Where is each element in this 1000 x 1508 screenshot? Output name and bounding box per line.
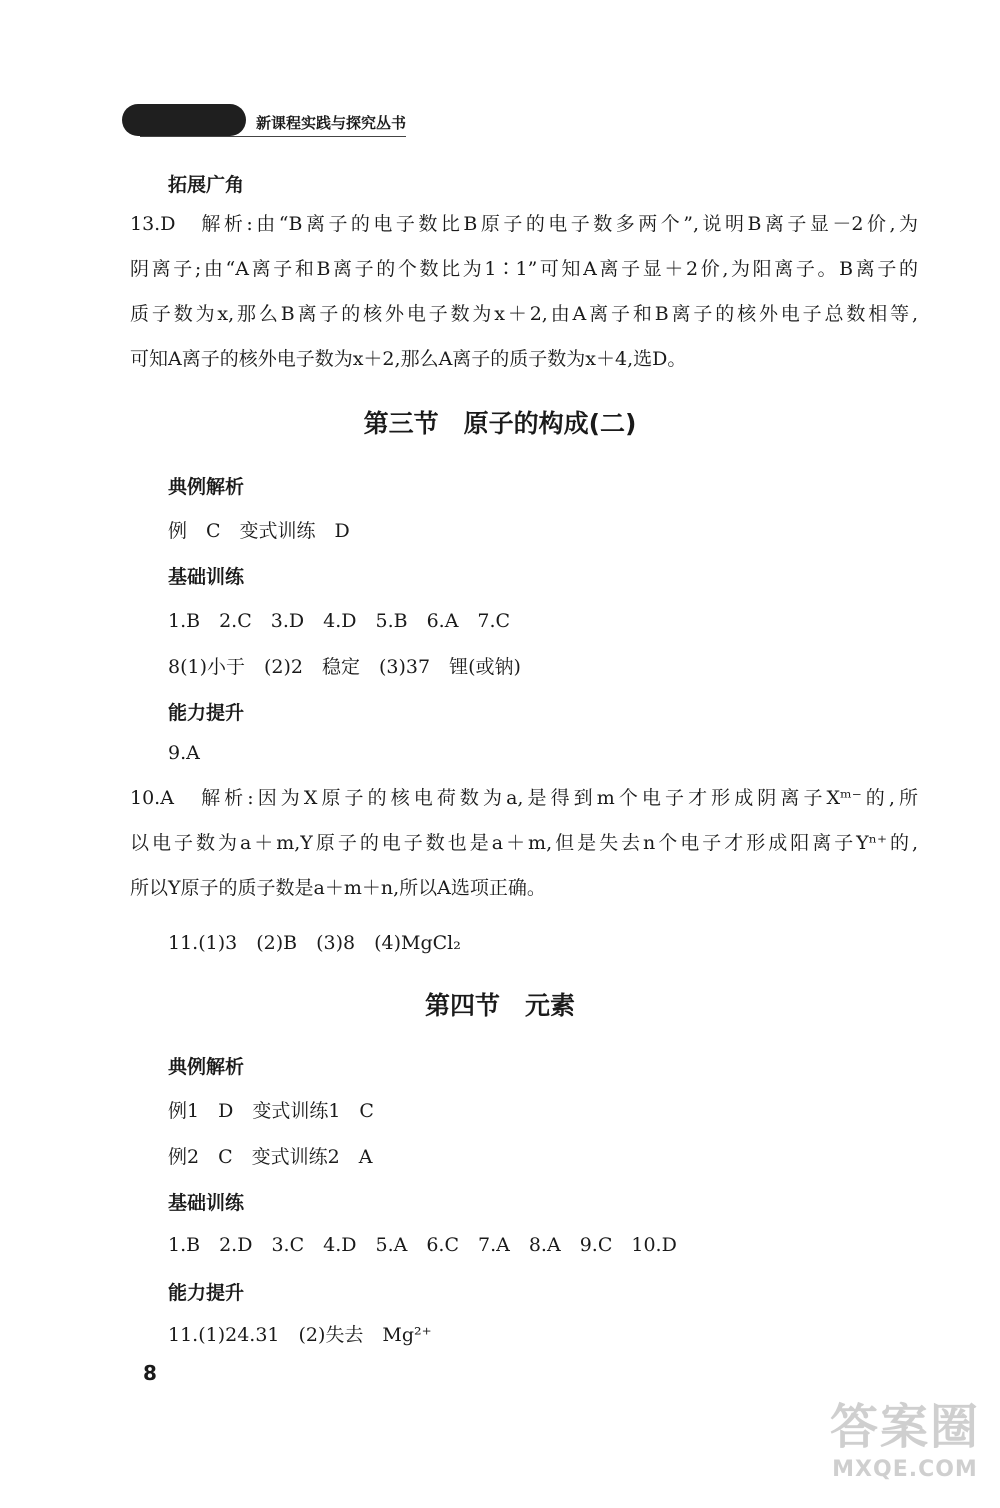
answer-line: 1.B 2.C 3.D 4.D 5.B 6.A 7.C — [168, 610, 511, 632]
paragraph-line: 可知A离子的核外电子数为x＋2,那么A离子的质子数为x＋4,选D。 — [130, 348, 687, 370]
header-rule — [140, 136, 406, 137]
page-number: 8 — [143, 1361, 157, 1385]
paragraph-line: 以电子数为a＋m,Y原子的电子数也是a＋m,但是失去n个电子才形成阳离子Yⁿ⁺的, — [130, 832, 918, 854]
watermark-url: MXQE.COM — [832, 1457, 978, 1482]
header-decoration — [122, 104, 246, 136]
watermark-logo-text: 答案圈 — [829, 1399, 980, 1455]
paragraph-line: 所以Y原子的质子数是a＋m＋n,所以A选项正确。 — [130, 877, 546, 899]
answer-line: 例2 C 变式训练2 A — [168, 1146, 373, 1168]
answer-13-paragraph — [130, 202, 918, 382]
answer-line: 例 C 变式训练 D — [168, 520, 350, 542]
answer-line: 1.B 2.D 3.C 4.D 5.A 6.C 7.A 8.A 9.C 10.D — [168, 1234, 677, 1256]
answer-line: 9.A — [168, 742, 200, 764]
paragraph-line: 13.D 解析:由“B离子的电子数比B原子的电子数多两个”,说明B离子显－2价,为 — [130, 213, 918, 235]
section-heading-advanced: 能力提升 — [168, 1282, 245, 1304]
answer-line: 11.(1)3 (2)B (3)8 (4)MgCl₂ — [168, 932, 461, 954]
answer-line: 8(1)小于 (2)2 稳定 (3)37 锂(或钠) — [168, 656, 521, 678]
section-heading-examples: 典例解析 — [168, 1056, 245, 1078]
section-heading-basic: 基础训练 — [168, 566, 245, 588]
answer-line: 例1 D 变式训练1 C — [168, 1100, 374, 1122]
watermark-logo — [830, 1388, 980, 1482]
section-heading-basic: 基础训练 — [168, 1192, 245, 1214]
answer-line: 11.(1)24.31 (2)失去 Mg²⁺ — [168, 1324, 432, 1346]
chapter-title-4: 第四节 元素 — [424, 991, 575, 1020]
section-heading-extension: 拓展广角 — [168, 174, 245, 196]
paragraph-line: 10.A 解析:因为X原子的核电荷数为a,是得到m个电子才形成阴离子Xᵐ⁻的,所 — [130, 787, 918, 809]
paragraph-line: 阴离子;由“A离子和B离子的个数比为1∶1”可知A离子显＋2价,为阳离子。B离子的 — [130, 258, 918, 280]
series-title: 新课程实践与探究丛书 — [256, 114, 407, 132]
chapter-title-3: 第三节 原子的构成(二) — [363, 409, 637, 438]
paragraph-line: 质子数为x,那么B离子的核外电子数为x＋2,由A离子和B离子的核外电子总数相等, — [130, 303, 918, 325]
section-heading-advanced: 能力提升 — [168, 702, 245, 724]
section-heading-examples: 典例解析 — [168, 476, 245, 498]
answer-10-paragraph — [130, 776, 918, 911]
